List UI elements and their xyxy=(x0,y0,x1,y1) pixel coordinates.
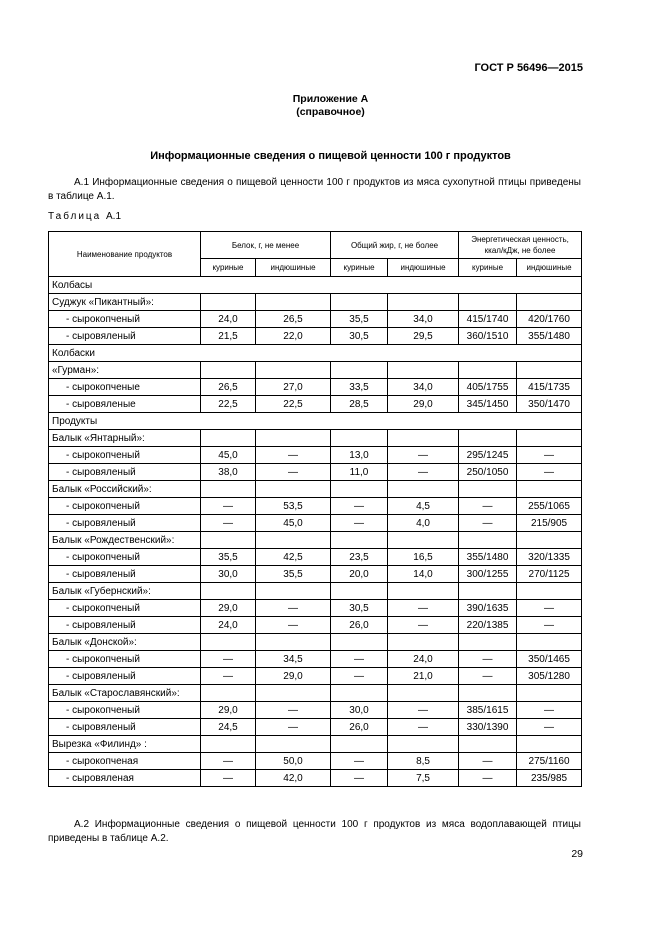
value-cell xyxy=(201,294,256,311)
value-cell: — xyxy=(331,668,388,685)
product-name: Балык «Российский»: xyxy=(49,481,201,498)
value-cell: — xyxy=(388,719,459,736)
product-name: Балык «Старославянский»: xyxy=(49,685,201,702)
value-cell: 33,5 xyxy=(331,379,388,396)
value-cell: 16,5 xyxy=(388,549,459,566)
value-cell xyxy=(388,532,459,549)
value-cell: 7,5 xyxy=(388,770,459,787)
value-cell: — xyxy=(256,719,331,736)
value-cell: — xyxy=(459,753,517,770)
value-cell: 215/905 xyxy=(517,515,582,532)
table-row xyxy=(49,396,582,413)
product-variant xyxy=(49,770,201,787)
product-variant xyxy=(49,379,201,396)
value-cell xyxy=(331,481,388,498)
product-variant-label: - сыровяленый xyxy=(66,670,136,682)
subheader-cell: индюшиные xyxy=(388,259,459,277)
product-variant xyxy=(49,651,201,668)
product-variant xyxy=(49,328,201,345)
value-cell: — xyxy=(517,600,582,617)
product-variant-label: - сырокопченые xyxy=(66,381,140,393)
product-variant xyxy=(49,719,201,736)
table-row xyxy=(49,413,582,430)
value-cell: — xyxy=(256,600,331,617)
value-cell: 26,0 xyxy=(331,719,388,736)
value-cell xyxy=(331,532,388,549)
table-row xyxy=(49,345,582,362)
value-cell: 26,5 xyxy=(201,379,256,396)
value-cell: 38,0 xyxy=(201,464,256,481)
value-cell xyxy=(517,736,582,753)
value-cell: 21,5 xyxy=(201,328,256,345)
value-cell: 29,5 xyxy=(388,328,459,345)
value-cell xyxy=(459,430,517,447)
value-cell: 405/1755 xyxy=(459,379,517,396)
value-cell xyxy=(256,634,331,651)
group-label: Колбасы xyxy=(49,277,582,294)
product-name: Балык «Рождественский»: xyxy=(49,532,201,549)
value-cell xyxy=(388,362,459,379)
value-cell: 50,0 xyxy=(256,753,331,770)
value-cell: 35,5 xyxy=(331,311,388,328)
product-variant-label: - сырокопченый xyxy=(66,704,140,716)
value-cell: 350/1465 xyxy=(517,651,582,668)
value-cell: — xyxy=(388,617,459,634)
value-cell: — xyxy=(331,753,388,770)
product-variant-label: - сырокопченый xyxy=(66,551,140,563)
value-cell xyxy=(201,736,256,753)
table-row xyxy=(49,617,582,634)
product-variant xyxy=(49,464,201,481)
value-cell: — xyxy=(517,447,582,464)
value-cell: — xyxy=(331,651,388,668)
product-name: Балык «Донской»: xyxy=(49,634,201,651)
table-row xyxy=(49,702,582,719)
value-cell xyxy=(256,481,331,498)
product-variant-label: - сыровяленый xyxy=(66,721,136,733)
value-cell: — xyxy=(256,617,331,634)
value-cell xyxy=(388,294,459,311)
header-energy: Энергетическая ценность, ккал/кДж, не более xyxy=(459,232,582,259)
value-cell: 275/1160 xyxy=(517,753,582,770)
value-cell: 4,0 xyxy=(388,515,459,532)
value-cell xyxy=(388,634,459,651)
value-cell: — xyxy=(331,515,388,532)
subheader-cell: куриные xyxy=(459,259,517,277)
value-cell: 320/1335 xyxy=(517,549,582,566)
value-cell xyxy=(256,532,331,549)
value-cell: 24,0 xyxy=(201,617,256,634)
product-name: «Гурман»: xyxy=(49,362,201,379)
value-cell: 415/1735 xyxy=(517,379,582,396)
value-cell: 8,5 xyxy=(388,753,459,770)
product-variant-label: - сырокопченый xyxy=(66,313,140,325)
value-cell xyxy=(459,481,517,498)
table-header-row xyxy=(49,232,582,259)
product-variant-label: - сырокопченая xyxy=(66,755,139,767)
value-cell: 14,0 xyxy=(388,566,459,583)
product-variant-label: - сыровяленый xyxy=(66,568,136,580)
value-cell xyxy=(517,430,582,447)
value-cell: 45,0 xyxy=(256,515,331,532)
value-cell: — xyxy=(459,515,517,532)
product-variant xyxy=(49,753,201,770)
product-variant xyxy=(49,566,201,583)
value-cell: 30,0 xyxy=(331,702,388,719)
appendix-subtitle: (справочное) xyxy=(296,106,365,118)
section-heading: Информационные сведения о пищевой ценности 100 г продуктов xyxy=(150,150,511,162)
value-cell xyxy=(331,736,388,753)
product-variant-label: - сыровяленый xyxy=(66,330,136,342)
value-cell xyxy=(517,362,582,379)
table-row xyxy=(49,311,582,328)
value-cell: 45,0 xyxy=(201,447,256,464)
table-row xyxy=(49,379,582,396)
paragraph-a1 xyxy=(48,176,581,204)
group-label: Продукты xyxy=(49,413,582,430)
value-cell xyxy=(388,583,459,600)
value-cell: 42,5 xyxy=(256,549,331,566)
header-fat: Общий жир, г, не более xyxy=(331,232,459,259)
value-cell: 53,5 xyxy=(256,498,331,515)
product-name: Балык «Янтарный»: xyxy=(49,430,201,447)
table-row xyxy=(49,685,582,702)
value-cell: 13,0 xyxy=(331,447,388,464)
value-cell xyxy=(388,430,459,447)
product-variant xyxy=(49,600,201,617)
value-cell xyxy=(331,362,388,379)
value-cell: — xyxy=(201,515,256,532)
paragraph-a2-text: А.2 Информационные сведения о пищевой ценности 100 г продуктов из мяса водоплавающей птицы приведены в таблице А.2. xyxy=(48,819,581,844)
product-variant xyxy=(49,702,201,719)
table-caption-label: Таблица xyxy=(48,211,102,222)
product-variant-label: - сыровяленый xyxy=(66,466,136,478)
value-cell xyxy=(517,481,582,498)
value-cell xyxy=(459,685,517,702)
table-row xyxy=(49,719,582,736)
value-cell xyxy=(331,685,388,702)
value-cell xyxy=(331,583,388,600)
value-cell xyxy=(388,685,459,702)
value-cell: 28,5 xyxy=(331,396,388,413)
paragraph-a2 xyxy=(48,818,581,846)
table-caption xyxy=(48,211,121,222)
value-cell xyxy=(256,294,331,311)
paragraph-a1-text: А.1 Информационные сведения о пищевой ценности 100 г продуктов из мяса сухопутной птицы приведены в таблице А.1. xyxy=(48,177,581,202)
value-cell: — xyxy=(201,770,256,787)
value-cell: 35,5 xyxy=(201,549,256,566)
value-cell: 30,5 xyxy=(331,328,388,345)
value-cell: — xyxy=(201,498,256,515)
product-variant xyxy=(49,498,201,515)
value-cell xyxy=(517,583,582,600)
page-number: 29 xyxy=(571,848,583,860)
value-cell xyxy=(201,532,256,549)
product-variant xyxy=(49,396,201,413)
value-cell: 270/1125 xyxy=(517,566,582,583)
product-name: Суджук «Пикантный»: xyxy=(49,294,201,311)
table-row xyxy=(49,430,582,447)
value-cell xyxy=(459,362,517,379)
value-cell: — xyxy=(388,600,459,617)
value-cell: 27,0 xyxy=(256,379,331,396)
product-variant xyxy=(49,447,201,464)
value-cell: 34,0 xyxy=(388,379,459,396)
value-cell: 42,0 xyxy=(256,770,331,787)
value-cell: 30,0 xyxy=(201,566,256,583)
value-cell: 360/1510 xyxy=(459,328,517,345)
table-row xyxy=(49,753,582,770)
value-cell: 29,0 xyxy=(256,668,331,685)
table-row xyxy=(49,362,582,379)
value-cell xyxy=(256,430,331,447)
value-cell: 4,5 xyxy=(388,498,459,515)
table-row xyxy=(49,277,582,294)
value-cell: 220/1385 xyxy=(459,617,517,634)
value-cell xyxy=(256,736,331,753)
value-cell: — xyxy=(459,668,517,685)
group-label: Колбаски xyxy=(49,345,582,362)
value-cell xyxy=(459,583,517,600)
value-cell: — xyxy=(256,447,331,464)
value-cell xyxy=(201,362,256,379)
value-cell: 26,0 xyxy=(331,617,388,634)
product-variant-label: - сырокопченый xyxy=(66,449,140,461)
value-cell xyxy=(201,583,256,600)
value-cell: 24,0 xyxy=(388,651,459,668)
value-cell: 390/1635 xyxy=(459,600,517,617)
value-cell: — xyxy=(388,702,459,719)
product-variant-label: - сырокопченый xyxy=(66,653,140,665)
value-cell: — xyxy=(517,719,582,736)
table-row xyxy=(49,583,582,600)
table-row xyxy=(49,736,582,753)
value-cell: 350/1470 xyxy=(517,396,582,413)
value-cell: — xyxy=(331,770,388,787)
value-cell: — xyxy=(517,702,582,719)
value-cell: 255/1065 xyxy=(517,498,582,515)
value-cell: 20,0 xyxy=(331,566,388,583)
header-name: Наименование продуктов xyxy=(49,232,201,277)
value-cell: 29,0 xyxy=(201,702,256,719)
product-variant xyxy=(49,311,201,328)
value-cell: 34,0 xyxy=(388,311,459,328)
value-cell: 345/1450 xyxy=(459,396,517,413)
value-cell xyxy=(459,634,517,651)
value-cell xyxy=(517,634,582,651)
value-cell xyxy=(201,481,256,498)
product-variant-label: - сырокопченый xyxy=(66,602,140,614)
value-cell xyxy=(331,430,388,447)
table-row xyxy=(49,481,582,498)
value-cell: — xyxy=(256,464,331,481)
value-cell: 295/1245 xyxy=(459,447,517,464)
value-cell: 30,5 xyxy=(331,600,388,617)
value-cell: 235/985 xyxy=(517,770,582,787)
table-row xyxy=(49,549,582,566)
value-cell: 22,5 xyxy=(256,396,331,413)
product-variant-label: - сырокопченый xyxy=(66,500,140,512)
value-cell: 300/1255 xyxy=(459,566,517,583)
value-cell: 21,0 xyxy=(388,668,459,685)
table-caption-number: А.1 xyxy=(106,211,122,222)
value-cell xyxy=(517,294,582,311)
value-cell: — xyxy=(201,668,256,685)
value-cell: 22,0 xyxy=(256,328,331,345)
product-variant-label: - сыровяленый xyxy=(66,619,136,631)
value-cell: 305/1280 xyxy=(517,668,582,685)
table-row xyxy=(49,566,582,583)
table-row xyxy=(49,515,582,532)
product-variant xyxy=(49,668,201,685)
table-row xyxy=(49,464,582,481)
value-cell xyxy=(256,583,331,600)
value-cell xyxy=(459,736,517,753)
product-variant-label: - сыровяленые xyxy=(66,398,136,410)
value-cell: 23,5 xyxy=(331,549,388,566)
value-cell: — xyxy=(517,464,582,481)
value-cell xyxy=(459,532,517,549)
value-cell: — xyxy=(331,498,388,515)
value-cell: 26,5 xyxy=(256,311,331,328)
value-cell: 24,0 xyxy=(201,311,256,328)
product-name: Балык «Губернский»: xyxy=(49,583,201,600)
appendix-title: Приложение А xyxy=(292,93,369,105)
value-cell xyxy=(256,685,331,702)
value-cell xyxy=(331,294,388,311)
value-cell: 29,0 xyxy=(388,396,459,413)
value-cell: 415/1740 xyxy=(459,311,517,328)
subheader-cell: куриные xyxy=(201,259,256,277)
subheader-cell: куриные xyxy=(331,259,388,277)
table-row xyxy=(49,328,582,345)
value-cell xyxy=(517,685,582,702)
product-name: Вырезка «Филинд» : xyxy=(49,736,201,753)
value-cell: — xyxy=(459,770,517,787)
value-cell xyxy=(517,532,582,549)
value-cell: — xyxy=(256,702,331,719)
standard-number: ГОСТ Р 56496—2015 xyxy=(474,62,583,74)
product-variant-label: - сыровяленая xyxy=(66,772,134,784)
header-protein: Белок, г, не менее xyxy=(201,232,331,259)
table-row xyxy=(49,770,582,787)
subheader-cell: индюшиные xyxy=(517,259,582,277)
table-row xyxy=(49,634,582,651)
value-cell: — xyxy=(201,753,256,770)
value-cell: 11,0 xyxy=(331,464,388,481)
product-variant xyxy=(49,549,201,566)
product-variant-label: - сыровяленый xyxy=(66,517,136,529)
value-cell xyxy=(201,685,256,702)
value-cell: — xyxy=(388,447,459,464)
table-row xyxy=(49,668,582,685)
nutrition-table xyxy=(48,231,582,787)
value-cell xyxy=(388,481,459,498)
value-cell: 330/1390 xyxy=(459,719,517,736)
product-variant xyxy=(49,617,201,634)
value-cell: — xyxy=(201,651,256,668)
value-cell: 35,5 xyxy=(256,566,331,583)
table-row xyxy=(49,294,582,311)
table-row xyxy=(49,532,582,549)
value-cell: 355/1480 xyxy=(517,328,582,345)
value-cell: 22,5 xyxy=(201,396,256,413)
value-cell: — xyxy=(388,464,459,481)
value-cell xyxy=(256,362,331,379)
subheader-cell: индюшиные xyxy=(256,259,331,277)
value-cell: 29,0 xyxy=(201,600,256,617)
table-row xyxy=(49,651,582,668)
value-cell: — xyxy=(459,651,517,668)
table-row xyxy=(49,498,582,515)
value-cell xyxy=(459,294,517,311)
value-cell: — xyxy=(517,617,582,634)
value-cell xyxy=(201,430,256,447)
value-cell xyxy=(388,736,459,753)
value-cell xyxy=(201,634,256,651)
value-cell: 24,5 xyxy=(201,719,256,736)
table-row xyxy=(49,600,582,617)
value-cell: — xyxy=(459,498,517,515)
product-variant xyxy=(49,515,201,532)
value-cell: 420/1760 xyxy=(517,311,582,328)
value-cell: 385/1615 xyxy=(459,702,517,719)
value-cell xyxy=(331,634,388,651)
value-cell: 355/1480 xyxy=(459,549,517,566)
value-cell: 34,5 xyxy=(256,651,331,668)
value-cell: 250/1050 xyxy=(459,464,517,481)
table-row xyxy=(49,447,582,464)
